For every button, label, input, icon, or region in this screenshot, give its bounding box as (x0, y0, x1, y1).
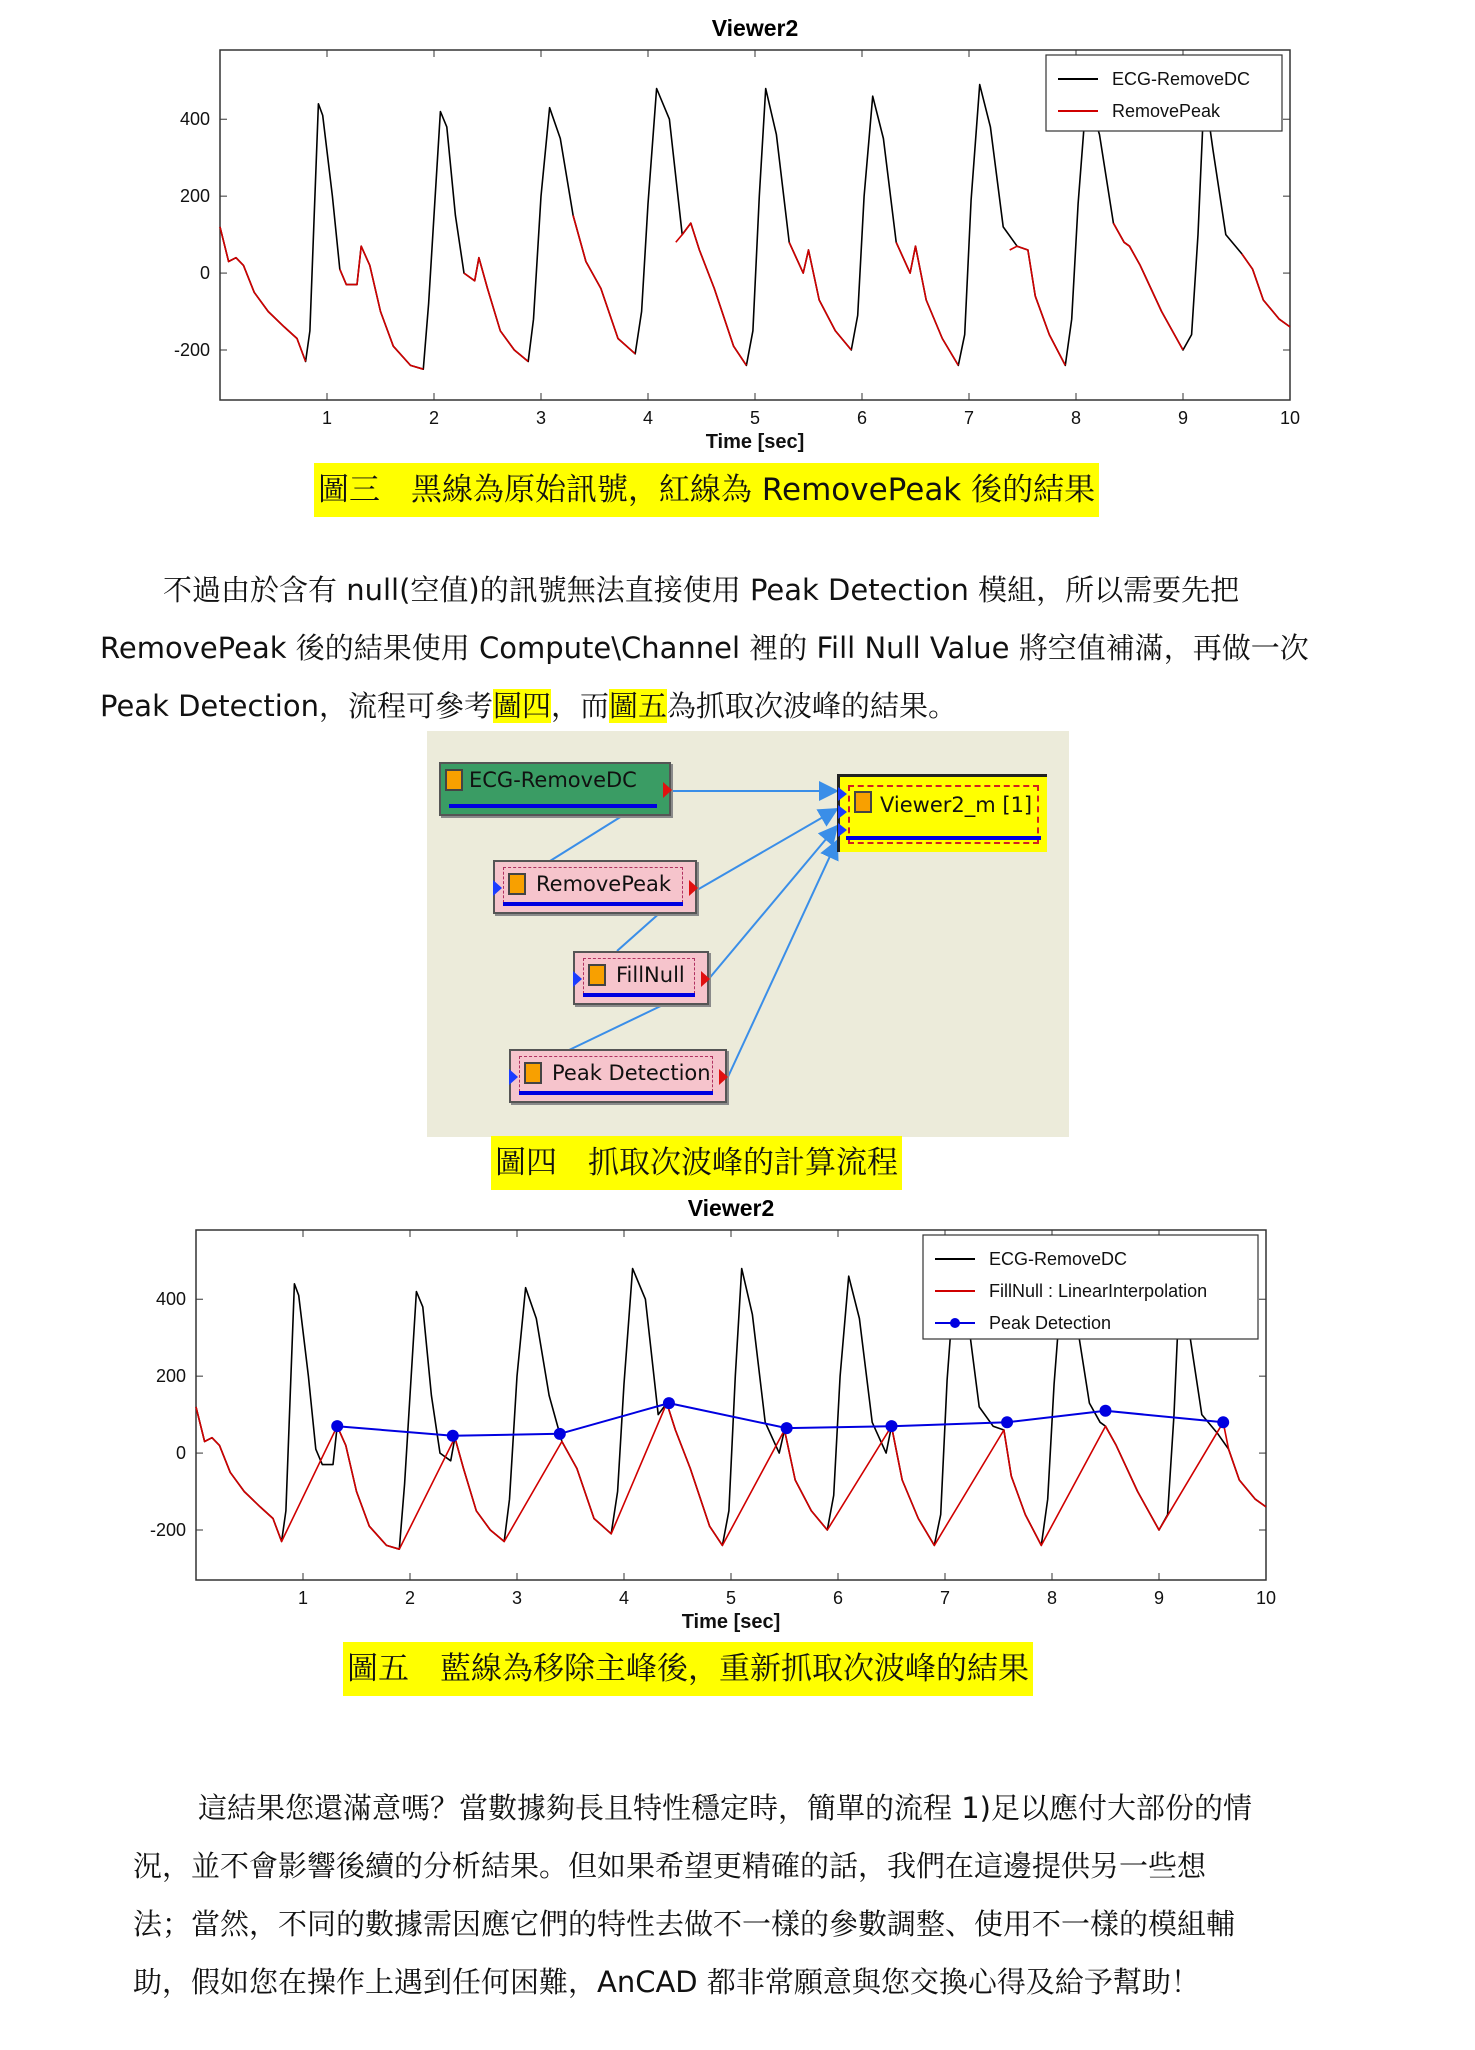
x-tick-label: 3 (511, 1588, 523, 1608)
link-removepeak-to-fillnull (617, 911, 662, 951)
peak-point (1100, 1405, 1112, 1417)
output-port-arrow[interactable] (663, 782, 672, 798)
legend-entry: FillNull : LinearInterpolation (989, 1281, 1208, 1301)
x-tick-label: 8 (1070, 408, 1082, 428)
peak-point (331, 1420, 343, 1432)
y-tick-label: 0 (199, 263, 210, 284)
paragraph-1-line-1: 不過由於含有 null(空值)的訊號無法直接使用 Peak Detection 模組，所以需要先把 (163, 573, 1240, 607)
paragraph-1-line-3 (100, 677, 957, 735)
x-tick-label: 2 (404, 1588, 416, 1608)
node-inner-frame (503, 867, 683, 903)
x-tick-label: 6 (832, 1588, 844, 1608)
node-inner-frame (583, 958, 695, 994)
module-icon (524, 1062, 542, 1084)
peak-point (1001, 1416, 1013, 1428)
paragraph-1-text-a: Peak Detection，流程可參考 (100, 689, 493, 723)
peak-point (886, 1420, 898, 1432)
caption-figure-4: 圖四 抓取次波峰的計算流程 (491, 1136, 902, 1190)
node-underline (503, 902, 683, 906)
chart-svg-bottom (126, 1190, 1286, 1645)
x-tick-label: 6 (856, 408, 868, 428)
node-fillnull[interactable] (573, 951, 709, 1005)
link-fillnull-to-viewer (707, 826, 837, 981)
output-port-arrow[interactable] (689, 880, 698, 896)
x-axis-label: Time [sec] (681, 1611, 781, 1633)
y-tick-label: 400 (179, 109, 210, 130)
input-port-arrow[interactable] (493, 880, 502, 896)
x-tick-label: 10 (1255, 1588, 1277, 1608)
module-icon (508, 873, 526, 895)
y-tick-label: -200 (173, 340, 210, 360)
viewer-input-port-3[interactable] (838, 823, 847, 837)
y-tick-label: 200 (155, 1366, 186, 1387)
node-underline (583, 993, 695, 997)
x-tick-label: 9 (1177, 408, 1189, 428)
input-port-arrow[interactable] (573, 971, 582, 987)
caption-figure-3: 圖三 黑線為原始訊號，紅線為 RemovePeak 後的結果 (314, 463, 1099, 517)
legend-entry: RemovePeak (1112, 101, 1221, 121)
legend-marker (950, 1318, 960, 1328)
x-tick-label: 1 (321, 408, 333, 428)
x-tick-label: 8 (1046, 1588, 1058, 1608)
node-underline (519, 1091, 713, 1095)
paragraph-2-line-3: 法；當然，不同的數據需因應它們的特性去做不一樣的參數調整、使用不一樣的模組輔 (133, 1907, 1236, 1941)
x-tick-label: 4 (642, 408, 654, 428)
paragraph-2-line-2: 況，並不會影響後續的分析結果。但如果希望更精確的話，我們在這邊提供另一些想 (133, 1849, 1207, 1883)
chart-viewer2-top (150, 10, 1310, 465)
node-viewer-label: Viewer2_m [1] (880, 793, 1033, 817)
x-tick-label: 10 (1279, 408, 1301, 428)
x-tick-label: 7 (963, 408, 975, 428)
node-inner-frame (519, 1056, 713, 1092)
x-tick-label: 2 (428, 408, 440, 428)
paragraph-1-line-2: RemovePeak 後的結果使用 Compute\Channel 裡的 Fill Null Value 將空值補滿，再做一次 (100, 631, 1309, 665)
y-tick-label: 0 (175, 1443, 186, 1464)
node-peak-detection-label: Peak Detection (552, 1061, 711, 1085)
peak-point (447, 1430, 459, 1442)
output-port-arrow[interactable] (701, 971, 710, 987)
link-fillnull-to-peak (567, 1003, 667, 1051)
x-tick-label: 7 (939, 1588, 951, 1608)
node-underline (846, 836, 1041, 840)
peak-point (663, 1397, 675, 1409)
chart-viewer2-bottom (126, 1190, 1286, 1645)
x-tick-label: 5 (725, 1588, 737, 1608)
peak-point (554, 1428, 566, 1440)
paragraph-2-line-1: 這結果您還滿意嗎？當數據夠長且特性穩定時，簡單的流程 1)足以應付大部份的情 (198, 1791, 1252, 1825)
chart-title: Viewer2 (687, 1195, 775, 1221)
viewer-input-port-2[interactable] (838, 805, 847, 819)
figure-4-reference: 圖四 (492, 689, 551, 723)
node-viewer2-m[interactable] (837, 774, 1047, 852)
x-tick-label: 9 (1153, 1588, 1165, 1608)
peak-point (781, 1422, 793, 1434)
module-icon (854, 791, 872, 813)
x-axis-label: Time [sec] (705, 431, 805, 453)
figure-5-reference: 圖五 (609, 689, 668, 723)
x-tick-label: 1 (297, 1588, 309, 1608)
node-underline (449, 804, 657, 808)
module-icon (588, 964, 606, 986)
module-icon (445, 769, 463, 791)
chart-svg-top (150, 10, 1310, 465)
link-peak-to-viewer (727, 841, 837, 1079)
x-tick-label: 4 (618, 1588, 630, 1608)
y-tick-label: -200 (149, 1520, 186, 1540)
paragraph-1-text-b: ，而 (550, 689, 609, 723)
node-removepeak[interactable] (493, 860, 697, 914)
y-tick-label: 400 (155, 1289, 186, 1310)
paragraph-1-text-c: 為抓取次波峰的結果。 (667, 689, 958, 723)
x-tick-label: 3 (535, 408, 547, 428)
caption-figure-5: 圖五 藍線為移除主峰後，重新抓取次波峰的結果 (343, 1642, 1033, 1696)
legend-entry: ECG-RemoveDC (1112, 69, 1251, 89)
node-removepeak-label: RemovePeak (536, 872, 672, 896)
paragraph-2-line-4: 助，假如您在操作上遇到任何困難，AnCAD 都非常願意與您交換心得及給予幫助！ (133, 1965, 1200, 1999)
input-port-arrow[interactable] (509, 1069, 518, 1085)
x-tick-label: 5 (749, 408, 761, 428)
node-ecg-removedc[interactable] (439, 762, 671, 816)
legend-entry: Peak Detection (989, 1313, 1112, 1333)
link-ecg-to-removepeak (550, 816, 622, 861)
output-port-arrow[interactable] (719, 1069, 728, 1085)
flow-diagram (427, 731, 1069, 1137)
y-tick-label: 200 (179, 186, 210, 207)
node-fillnull-label: FillNull (616, 963, 685, 987)
viewer-input-port-1[interactable] (838, 787, 847, 801)
chart-title: Viewer2 (711, 15, 799, 41)
node-peak-detection[interactable] (509, 1049, 727, 1103)
legend-entry: ECG-RemoveDC (989, 1249, 1128, 1269)
node-ecg-removedc-label: ECG-RemoveDC (469, 768, 637, 792)
peak-point (1217, 1416, 1229, 1428)
